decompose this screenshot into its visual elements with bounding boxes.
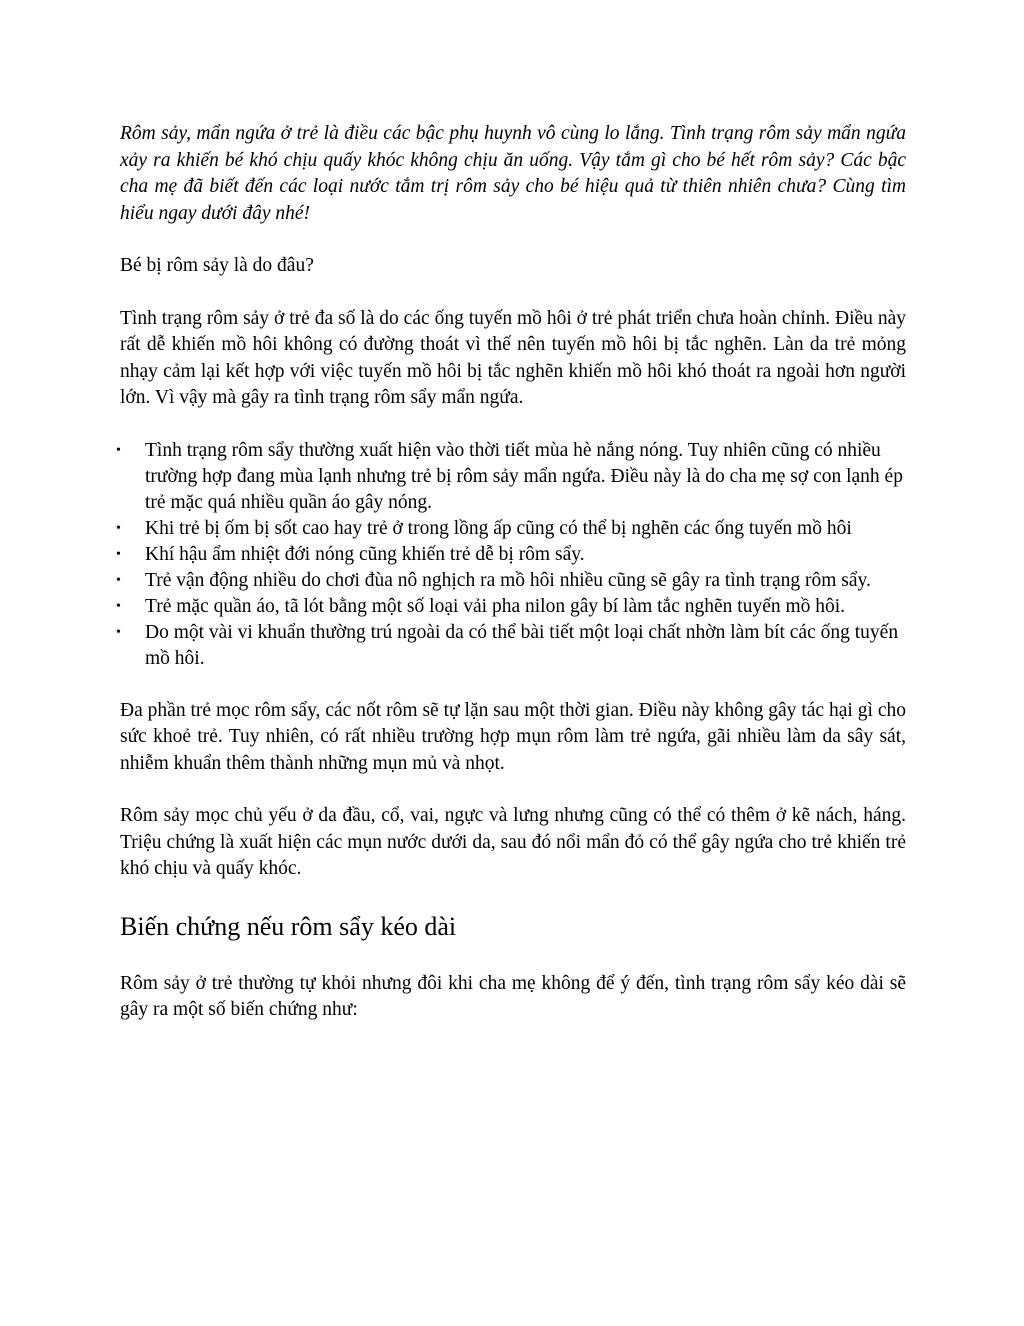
complications-paragraph: Rôm sảy ở trẻ thường tự khỏi nhưng đôi khi cha mẹ không để ý đến, tình trạng rôm sẩy kéo dài sẽ gây ra một số biến chứng như: bbox=[120, 972, 906, 1020]
intro-paragraph: Rôm sảy, mẩn ngứa ở trẻ là điều các bậc phụ huynh vô cùng lo lắng. Tình trạng rôm sảy mẩn ngứa xảy ra khiến bé khó chịu quấy khóc không chịu ăn uống. Vậy tắm gì cho bé hết rôm sảy? Các bậc cha mẹ đã biết đến các loại nước tắm trị rôm sảy cho bé hiệu quả từ thiên nhiên chưa? Cùng tìm hiểu ngay dưới đây nhé! bbox=[120, 123, 906, 224]
list-item: • Trẻ vận động nhiều do chơi đùa nô nghịch ra mồ hôi nhiều cũng sẽ gây ra tình trạng rôm sẩy. bbox=[120, 568, 906, 594]
question-line: Bé bị rôm sảy là do đâu? bbox=[120, 255, 314, 276]
list-item: • Do một vài vi khuẩn thường trú ngoài da có thể bài tiết một loại chất nhờn làm bít các ống tuyến mồ hôi. bbox=[116, 621, 899, 669]
list-item: • Khí hậu ẩm nhiệt đới nóng cũng khiến trẻ dễ bị rôm sẩy. bbox=[120, 542, 906, 568]
section-heading: Biến chứng nếu rôm sẩy kéo dài bbox=[120, 911, 457, 941]
bullet-icon: • bbox=[116, 598, 121, 614]
cause-bullet-list bbox=[116, 438, 906, 672]
document-page bbox=[116, 121, 906, 1024]
cause-paragraph: Tình trạng rôm sảy ở trẻ đa số là do các ống tuyến mồ hôi ở trẻ phát triển chưa hoàn chỉnh. Điều này rất dễ khiến mồ hôi không có đường thoát vì thế nên tuyến mồ hôi bị tắc nghẽn. Làn da trẻ mỏng nhạy cảm lại kết hợp với việc tuyến mồ hôi bị tắc nghẽn khiến mồ hôi khó thoát ra ngoài hơn người lớn. Vì vậy mà gây ra tình trạng rôm sẩy mẩn ngứa. bbox=[120, 307, 906, 408]
list-item: • Tình trạng rôm sẩy thường xuất hiện vào thời tiết mùa hè nắng nóng. Tuy nhiên cũng có nhiều trường hợp đang mùa lạnh nhưng trẻ bị rôm sảy mẩn ngứa. Điều này là do cha mẹ sợ con lạnh ép trẻ mặc quá nhiều quần áo gây nóng. bbox=[116, 439, 903, 513]
list-item: • Khi trẻ bị ốm bị sốt cao hay trẻ ở trong lồng ấp cũng có thể bị nghẽn các ống tuyến mồ hôi bbox=[120, 516, 906, 542]
list-item: • Trẻ mặc quần áo, tã lót bằng một số loại vải pha nilon gây bí làm tắc nghẽn tuyến mồ hôi. bbox=[120, 594, 906, 620]
bullet-icon: • bbox=[116, 442, 121, 458]
bullet-icon: • bbox=[116, 572, 121, 588]
bullet-icon: • bbox=[116, 520, 121, 536]
location-paragraph: Rôm sảy mọc chủ yếu ở da đầu, cổ, vai, ngực và lưng nhưng cũng có thể có thêm ở kẽ nách, háng. Triệu chứng là xuất hiện các mụn nước dưới da, sau đó nổi mẩn đỏ có thể gây ngứa cho trẻ khiến trẻ khó chịu và quấy khóc. bbox=[120, 805, 906, 879]
bullet-icon: • bbox=[116, 546, 121, 562]
heal-paragraph: Đa phần trẻ mọc rôm sẩy, các nốt rôm sẽ tự lặn sau một thời gian. Điều này không gây tác hại gì cho sức khoẻ trẻ. Tuy nhiên, có rất nhiều trường hợp mụn rôm làm trẻ ngứa, gãi nhiều làm da sây sát, nhiễm khuẩn thêm thành những mụn mủ và nhọt. bbox=[120, 699, 906, 774]
bullet-icon: • bbox=[116, 624, 121, 640]
